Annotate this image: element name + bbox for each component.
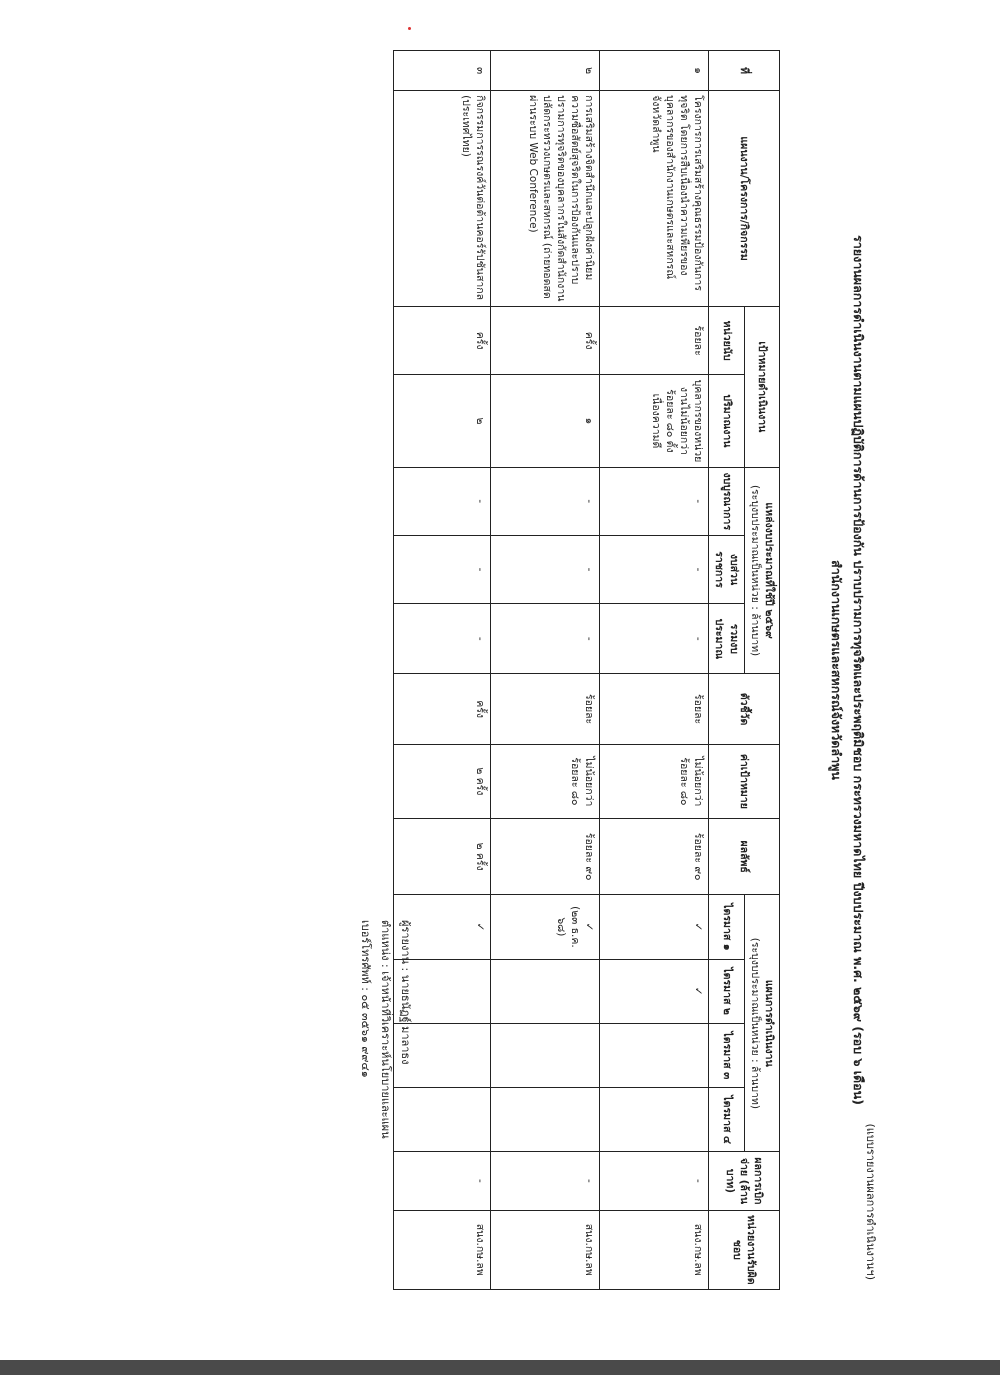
row-q1 [491, 895, 600, 959]
reporter-name: ผู้รายงาน : นายธนัฏฐ์ มาลาธง [399, 920, 412, 1065]
q1-date-note: (๒๓ ธ.ค. ๖๘) [554, 906, 582, 948]
header-responsible: หน่วยงานรับผิดชอบ [709, 1210, 780, 1289]
plan-ops-label: แผนการดำเนินงาน [763, 979, 775, 1067]
report-title: รายงานผลการดำเนินงานตามแผนปฏิบัติการด้านการป้องกัน ปราบปรามการทุจริตและประพฤติมิชอบ กระทรวงมหาดไทย ปีงบประมาณ พ.ศ. ๒๕๖๙ (รอบ ๖ เดือน) [851, 235, 866, 1105]
row-q2 [491, 959, 600, 1023]
header-quantity: ปริมาณงาน [709, 375, 744, 467]
header-q3: ไตรมาส ๓ [709, 1023, 744, 1087]
report-table [393, 50, 780, 1290]
row-budget-agency: - [600, 535, 709, 603]
header-no: ที่ [709, 51, 780, 91]
row-indicator: ร้อยละ [491, 674, 600, 744]
header-budget-integrated: งบบูรณาการ [709, 467, 744, 535]
row-budget-integrated: - [394, 467, 491, 535]
form-note: (แบบรายงานผลการดำเนินงานฯ) [864, 1123, 877, 1280]
header-plan-ops [744, 895, 779, 1152]
scan-bottom-edge [0, 1360, 1000, 1375]
budget-source-label: แหล่งงบประมาณที่ใช้ปี ๒๕๖๙ [763, 502, 775, 639]
row-quantity: บุคลากรของหน่วยงานไม่น้อยกว่าร้อยละ ๘๐ ตั้งเนื่องความดี [600, 375, 709, 467]
row-q1: ✓ [394, 895, 491, 959]
header-spent: ผลการเบิกจ่าย (ล้านบาท) [709, 1152, 780, 1210]
row-responsible: สนง.กษ.ลพ [600, 1210, 709, 1289]
row-q3 [600, 1023, 709, 1087]
row-unit: ครั้ง [491, 307, 600, 375]
header-result: ผลลัพธ์ [709, 819, 780, 895]
row-unit: ร้อยละ [600, 307, 709, 375]
row-indicator: ครั้ง [394, 674, 491, 744]
header-unit: หน่วยนับ [709, 307, 744, 375]
rotated-report-page [270, 20, 890, 1320]
check-mark-icon: ✓ [583, 922, 596, 932]
header-plan: แผนงาน/โครงการ/กิจกรรม [709, 91, 780, 307]
header-target-value: ค่าเป้าหมาย [709, 744, 780, 818]
row-target-value: ๒ ครั้ง [394, 744, 491, 818]
row-quantity: ๒ [394, 375, 491, 467]
row-target-value: ไม่น้อยกว่า ร้อยละ ๘๐ [600, 744, 709, 818]
row-budget-integrated: - [491, 467, 600, 535]
header-q4: ไตรมาส ๔ [709, 1088, 744, 1152]
plan-ops-unit-label: (ระบุงบประมาณเป็นหน่วย : ล้านบาท) [748, 937, 761, 1109]
header-q2: ไตรมาส ๒ [709, 959, 744, 1023]
header-q1: ไตรมาส ๑ [709, 895, 744, 959]
header-budget-source [744, 467, 779, 674]
budget-unit-label: (ระบุงบประมาณเป็นหน่วย : ล้านบาท) [748, 484, 761, 657]
row-plan: โครงการการเสริมสร้างคุณธรรมป้องกันการทุจริต โดยการสืบเนื่องนำความเพียรของบุคลากรของสำนักงานเกษตรและสหกรณ์จังหวัดลำพูน [600, 91, 709, 307]
row-budget-total: - [491, 604, 600, 674]
row-result: ร้อยละ ๙๐ [600, 819, 709, 895]
row-budget-total: - [394, 604, 491, 674]
row-responsible: สนง.กษ.ลพ [394, 1210, 491, 1289]
row-target-value: ไม่น้อยกว่า ร้อยละ ๘๐ [491, 744, 600, 818]
row-no: ๑ [600, 51, 709, 91]
header-indicator: ตัวชี้วัด [709, 674, 780, 744]
row-q4 [491, 1088, 600, 1152]
row-q1: ✓ [600, 895, 709, 959]
row-spent: - [600, 1152, 709, 1210]
row-q4 [600, 1088, 709, 1152]
row-plan: การเสริมสร้างจิตสำนึกและปลูกฝังค่านิยมความซื่อสัตย์สุจริตในการป้องกันและปราบปรามการทุจริตของบุคลากรในสังกัดสำนักงานปลัดกระทรวงเกษตรและสหกรณ์ (ถ่ายทอดสดผ่านระบบ Web Conference) [491, 91, 600, 307]
row-spent: - [394, 1152, 491, 1210]
row-q3 [491, 1023, 600, 1087]
header-budget-agency: งบส่วนราชการ [709, 535, 744, 603]
row-quantity: ๑ [491, 375, 600, 467]
row-budget-agency: - [491, 535, 600, 603]
table-row [491, 51, 600, 1290]
row-no: ๓ [394, 51, 491, 91]
row-result: ๒ ครั้ง [394, 819, 491, 895]
row-no: ๒ [491, 51, 600, 91]
signature-block [355, 920, 415, 1139]
header-target: เป้าหมายดำเนินงาน [744, 307, 779, 468]
header-budget-total: รวมงบประมาณ [709, 604, 744, 674]
row-q2: ✓ [600, 959, 709, 1023]
table-row [600, 51, 709, 1290]
row-indicator: ร้อยละ [600, 674, 709, 744]
reporter-position: ตำแหน่ง : เจ้าหน้าที่วิเคราะห์นโยบายและแผน [379, 920, 392, 1139]
row-budget-integrated: - [600, 467, 709, 535]
row-plan: กิจกรรมการรณรงค์วันต่อต้านคอร์รัปชันสากล (ประเทศไทย) [394, 91, 491, 307]
reporter-phone: เบอร์โทรศัพท์ : ๐๕ ๓๕๖๑ ๙๙๔๑ [359, 920, 372, 1078]
row-responsible: สนง.กษ.ลพ [491, 1210, 600, 1289]
row-spent: - [491, 1152, 600, 1210]
row-result: ร้อยละ ๙๐ [491, 819, 600, 895]
row-budget-agency: - [394, 535, 491, 603]
row-unit: ครั้ง [394, 307, 491, 375]
agency-title: สำนักงานเกษตรและสหกรณ์จังหวัดลำพูน [829, 560, 844, 780]
row-budget-total: - [600, 604, 709, 674]
